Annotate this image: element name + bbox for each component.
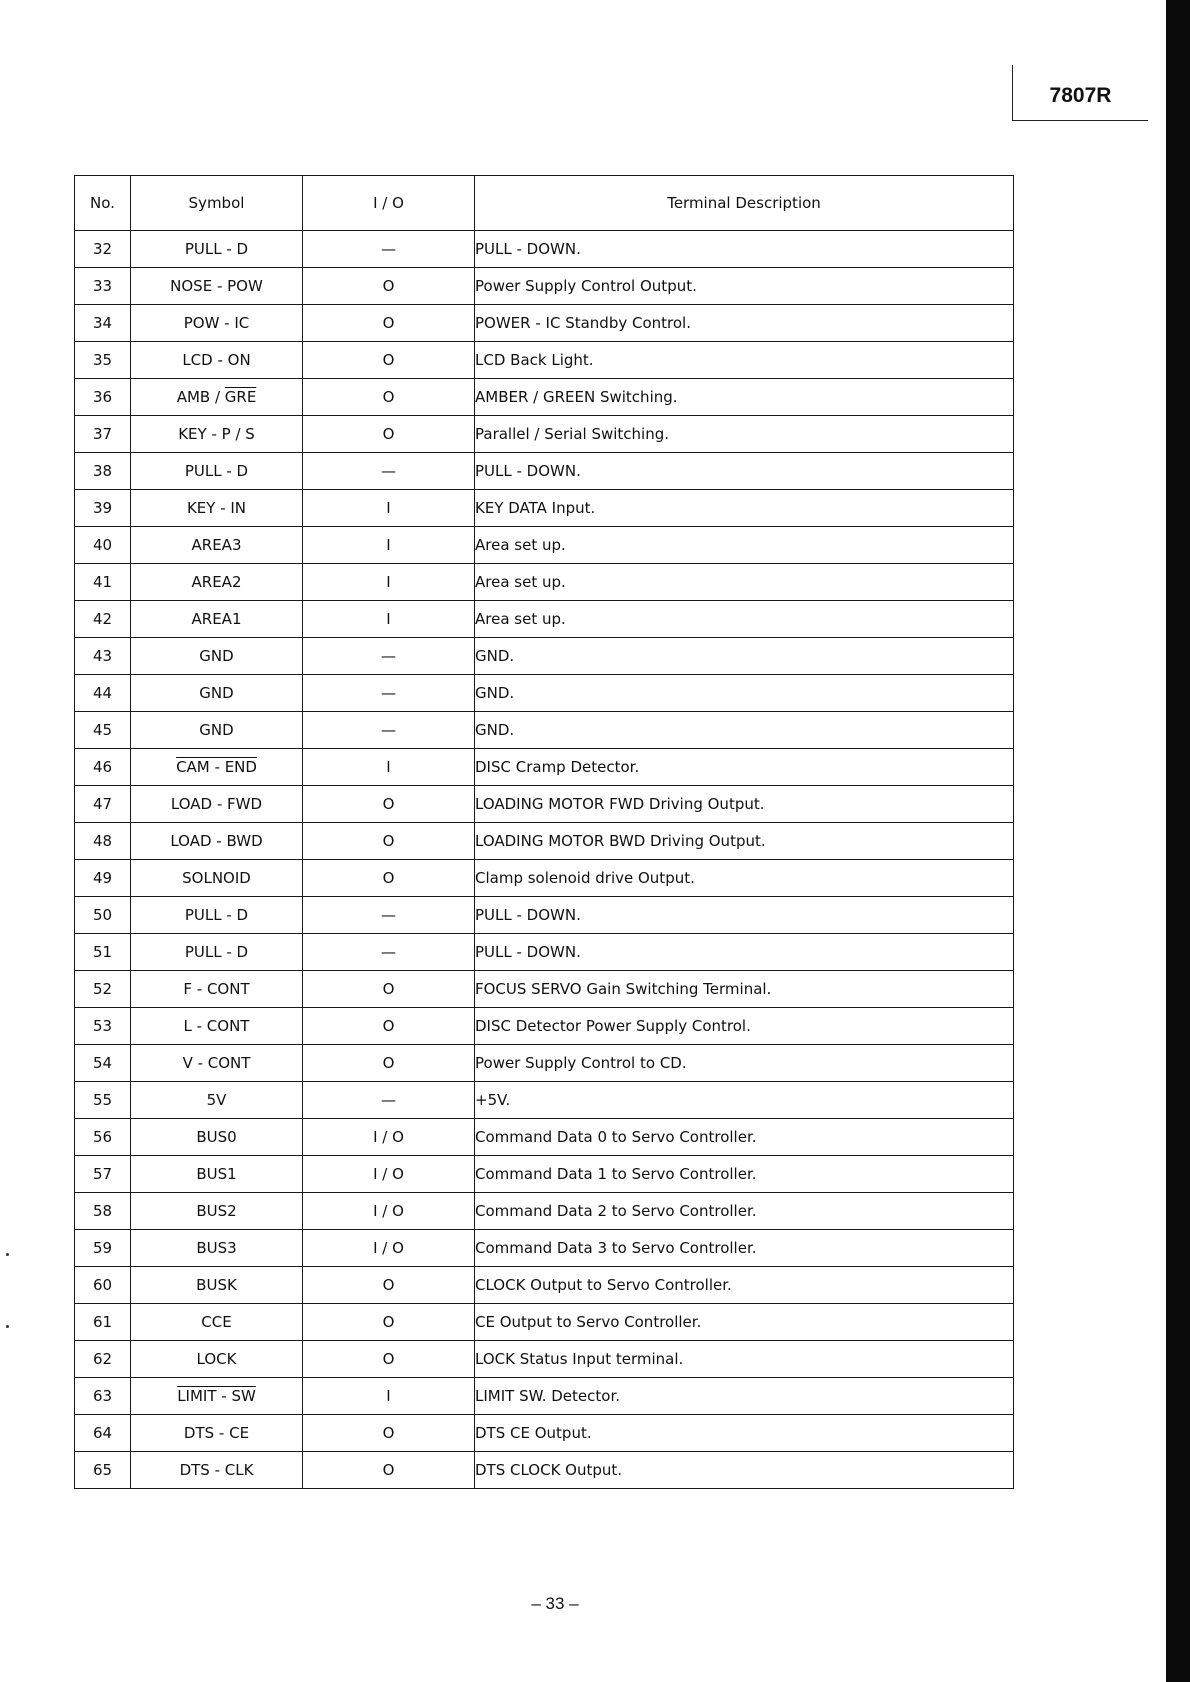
pin-io: — <box>303 712 475 749</box>
pin-description: LCD Back Light. <box>475 342 1014 379</box>
pin-symbol <box>131 971 303 1008</box>
pin-description: LOADING MOTOR BWD Driving Output. <box>475 823 1014 860</box>
pin-number: 43 <box>75 638 131 675</box>
table-row <box>75 1415 1014 1452</box>
pin-description: Area set up. <box>475 564 1014 601</box>
pin-symbol-text: CCE <box>201 1313 232 1331</box>
pin-description: DISC Detector Power Supply Control. <box>475 1008 1014 1045</box>
pin-io: — <box>303 934 475 971</box>
pin-number: 32 <box>75 231 131 268</box>
pin-symbol-active-low: CAM - END <box>176 758 257 776</box>
terminal-table-body <box>75 231 1014 1489</box>
table-row <box>75 1082 1014 1119</box>
pin-symbol-active-low: $\overline{GRE}$ <box>224 388 257 406</box>
pin-number: 49 <box>75 860 131 897</box>
pin-io: I / O <box>303 1156 475 1193</box>
pin-number: 62 <box>75 1341 131 1378</box>
pin-io: O <box>303 305 475 342</box>
pin-description: GND. <box>475 638 1014 675</box>
pin-number: 51 <box>75 934 131 971</box>
pin-symbol-text: F - CONT <box>183 980 250 998</box>
model-code: 7807R <box>1049 84 1112 107</box>
pin-symbol-text: BUS2 <box>196 1202 237 1220</box>
pin-number: 54 <box>75 1045 131 1082</box>
pin-description: PULL - DOWN. <box>475 231 1014 268</box>
pin-description: LOADING MOTOR FWD Driving Output. <box>475 786 1014 823</box>
pin-io: I <box>303 527 475 564</box>
pin-symbol-text: DTS - CLK <box>179 1461 254 1479</box>
pin-description: PULL - DOWN. <box>475 934 1014 971</box>
pin-symbol-text: GND <box>199 647 234 665</box>
pin-io: O <box>303 416 475 453</box>
pin-number: 59 <box>75 1230 131 1267</box>
table-row <box>75 453 1014 490</box>
pin-io: O <box>303 823 475 860</box>
pin-number: 35 <box>75 342 131 379</box>
table-row <box>75 712 1014 749</box>
pin-symbol-text: V - CONT <box>182 1054 251 1072</box>
pin-number: 34 <box>75 305 131 342</box>
pin-symbol-active-low: LIMIT - SW <box>177 1387 256 1405</box>
pin-symbol <box>131 1156 303 1193</box>
pin-symbol-text: DTS - CE <box>183 1424 250 1442</box>
pin-symbol <box>131 823 303 860</box>
pin-io: O <box>303 342 475 379</box>
table-row <box>75 305 1014 342</box>
pin-symbol <box>131 1267 303 1304</box>
pin-io: O <box>303 1452 475 1489</box>
pin-symbol-text: PULL - D <box>184 240 249 258</box>
terminal-table <box>74 175 1014 1489</box>
pin-symbol-text: PULL - D <box>184 943 249 961</box>
pin-io: O <box>303 971 475 1008</box>
table-row <box>75 1230 1014 1267</box>
pin-symbol <box>131 1045 303 1082</box>
pin-description: LIMIT SW. Detector. <box>475 1378 1014 1415</box>
pin-description: Parallel / Serial Switching. <box>475 416 1014 453</box>
pin-number: 41 <box>75 564 131 601</box>
table-row <box>75 971 1014 1008</box>
pin-symbol <box>131 231 303 268</box>
pin-symbol <box>131 1193 303 1230</box>
pin-number: 56 <box>75 1119 131 1156</box>
pin-description: Command Data 1 to Servo Controller. <box>475 1156 1014 1193</box>
pin-io: O <box>303 379 475 416</box>
model-code-box <box>1012 65 1148 121</box>
pin-symbol <box>131 268 303 305</box>
table-row <box>75 416 1014 453</box>
pin-symbol <box>131 564 303 601</box>
pin-description: Power Supply Control to CD. <box>475 1045 1014 1082</box>
pin-description: DISC Cramp Detector. <box>475 749 1014 786</box>
pin-number: 46 <box>75 749 131 786</box>
scan-speck <box>6 1325 9 1328</box>
pin-symbol <box>131 712 303 749</box>
table-row <box>75 1008 1014 1045</box>
pin-number: 47 <box>75 786 131 823</box>
pin-number: 37 <box>75 416 131 453</box>
table-row <box>75 823 1014 860</box>
pin-number: 48 <box>75 823 131 860</box>
pin-number: 53 <box>75 1008 131 1045</box>
pin-symbol <box>131 416 303 453</box>
pin-number: 50 <box>75 897 131 934</box>
page-number: – 33 – <box>531 1594 579 1613</box>
pin-number: 61 <box>75 1304 131 1341</box>
pin-symbol <box>131 1119 303 1156</box>
table-row <box>75 638 1014 675</box>
table-row <box>75 897 1014 934</box>
pin-symbol <box>131 490 303 527</box>
pin-description: Command Data 0 to Servo Controller. <box>475 1119 1014 1156</box>
pin-io: — <box>303 675 475 712</box>
pin-symbol <box>131 1452 303 1489</box>
pin-symbol-text: L - CONT <box>183 1017 250 1035</box>
pin-description: Power Supply Control Output. <box>475 268 1014 305</box>
pin-number: 57 <box>75 1156 131 1193</box>
pin-description: GND. <box>475 712 1014 749</box>
pin-description: POWER - IC Standby Control. <box>475 305 1014 342</box>
table-row <box>75 268 1014 305</box>
pin-symbol <box>131 1082 303 1119</box>
pin-symbol-text: BUS1 <box>196 1165 237 1183</box>
pin-symbol-text: BUS0 <box>196 1128 237 1146</box>
pin-io: O <box>303 1267 475 1304</box>
table-row <box>75 379 1014 416</box>
pin-symbol <box>131 305 303 342</box>
pin-symbol-text: LOCK <box>196 1350 237 1368</box>
table-row <box>75 1156 1014 1193</box>
pin-symbol <box>131 453 303 490</box>
pin-symbol <box>131 675 303 712</box>
pin-number: 63 <box>75 1378 131 1415</box>
pin-symbol <box>131 1341 303 1378</box>
scan-speck <box>6 1253 9 1256</box>
pin-symbol-text: AMB / <box>176 388 225 406</box>
pin-description: DTS CE Output. <box>475 1415 1014 1452</box>
pin-description: Area set up. <box>475 527 1014 564</box>
pin-description: KEY DATA Input. <box>475 490 1014 527</box>
pin-description: LOCK Status Input terminal. <box>475 1341 1014 1378</box>
pin-io: — <box>303 231 475 268</box>
pin-description: CE Output to Servo Controller. <box>475 1304 1014 1341</box>
pin-io: O <box>303 1304 475 1341</box>
pin-io: I / O <box>303 1193 475 1230</box>
table-row <box>75 564 1014 601</box>
pin-io: O <box>303 1415 475 1452</box>
pin-io: I <box>303 601 475 638</box>
pin-symbol-text: PULL - D <box>184 462 249 480</box>
pin-symbol <box>131 1415 303 1452</box>
table-row <box>75 1452 1014 1489</box>
pin-symbol <box>131 342 303 379</box>
pin-symbol-text: KEY - IN <box>186 499 247 517</box>
pin-description: CLOCK Output to Servo Controller. <box>475 1267 1014 1304</box>
pin-io: O <box>303 1341 475 1378</box>
pin-symbol <box>131 379 303 416</box>
table-row <box>75 860 1014 897</box>
pin-symbol <box>131 1304 303 1341</box>
pin-description: FOCUS SERVO Gain Switching Terminal. <box>475 971 1014 1008</box>
pin-description: Command Data 2 to Servo Controller. <box>475 1193 1014 1230</box>
pin-symbol <box>131 786 303 823</box>
pin-io: O <box>303 268 475 305</box>
table-row <box>75 675 1014 712</box>
pin-io: I / O <box>303 1230 475 1267</box>
pin-io: O <box>303 786 475 823</box>
pin-symbol <box>131 1230 303 1267</box>
pin-number: 42 <box>75 601 131 638</box>
pin-io: O <box>303 860 475 897</box>
pin-number: 65 <box>75 1452 131 1489</box>
pin-io: O <box>303 1045 475 1082</box>
pin-description: PULL - DOWN. <box>475 453 1014 490</box>
pin-description: DTS CLOCK Output. <box>475 1452 1014 1489</box>
pin-symbol-text: LCD - ON <box>182 351 251 369</box>
table-row <box>75 601 1014 638</box>
pin-symbol <box>131 897 303 934</box>
table-row <box>75 934 1014 971</box>
scan-edge-bar <box>1166 0 1190 1682</box>
table-row <box>75 1378 1014 1415</box>
pin-io: — <box>303 638 475 675</box>
pin-description: Area set up. <box>475 601 1014 638</box>
pin-number: 52 <box>75 971 131 1008</box>
pin-symbol-text: AREA3 <box>191 536 242 554</box>
pin-symbol-text: BUS3 <box>196 1239 237 1257</box>
pin-symbol-text: GND <box>199 684 234 702</box>
pin-symbol <box>131 1008 303 1045</box>
pin-symbol-text: LOAD - FWD <box>170 795 263 813</box>
pin-io: — <box>303 453 475 490</box>
table-row <box>75 490 1014 527</box>
pin-number: 39 <box>75 490 131 527</box>
pin-symbol <box>131 934 303 971</box>
pin-description: AMBER / GREEN Switching. <box>475 379 1014 416</box>
table-header-row <box>75 176 1014 231</box>
pin-symbol <box>131 1378 303 1415</box>
pin-number: 33 <box>75 268 131 305</box>
pin-io: I <box>303 1378 475 1415</box>
pin-symbol <box>131 860 303 897</box>
pin-io: I <box>303 564 475 601</box>
table-row <box>75 1267 1014 1304</box>
pin-symbol-text: SOLNOID <box>182 869 251 887</box>
pin-io: I / O <box>303 1119 475 1156</box>
pin-number: 60 <box>75 1267 131 1304</box>
pin-symbol-text: AREA2 <box>191 573 242 591</box>
pin-symbol <box>131 601 303 638</box>
pin-number: 45 <box>75 712 131 749</box>
pin-io: — <box>303 897 475 934</box>
pin-description: Clamp solenoid drive Output. <box>475 860 1014 897</box>
col-header-symbol: Symbol <box>131 176 303 231</box>
pin-io: — <box>303 1082 475 1119</box>
pin-number: 40 <box>75 527 131 564</box>
pin-symbol <box>131 638 303 675</box>
table-row <box>75 342 1014 379</box>
pin-number: 36 <box>75 379 131 416</box>
pin-number: 38 <box>75 453 131 490</box>
table-row <box>75 231 1014 268</box>
pin-description: +5V. <box>475 1082 1014 1119</box>
pin-symbol-text: LOAD - BWD <box>170 832 263 850</box>
pin-number: 64 <box>75 1415 131 1452</box>
table-row <box>75 1193 1014 1230</box>
pin-symbol-text: NOSE - POW <box>170 277 263 295</box>
pin-symbol-text: PULL - D <box>184 906 249 924</box>
pin-symbol-text: GND <box>199 721 234 739</box>
table-row <box>75 1045 1014 1082</box>
pin-number: 55 <box>75 1082 131 1119</box>
table-row <box>75 749 1014 786</box>
pin-description: PULL - DOWN. <box>475 897 1014 934</box>
col-header-io: I / O <box>303 176 475 231</box>
pin-io: O <box>303 1008 475 1045</box>
pin-symbol <box>131 527 303 564</box>
pin-symbol-text: AREA1 <box>191 610 242 628</box>
col-header-description: Terminal Description <box>475 176 1014 231</box>
table-row <box>75 1341 1014 1378</box>
pin-description: GND. <box>475 675 1014 712</box>
pin-io: I <box>303 490 475 527</box>
col-header-no: No. <box>75 176 131 231</box>
table-row <box>75 1119 1014 1156</box>
table-row <box>75 527 1014 564</box>
pin-symbol-text: KEY - P / S <box>178 425 255 443</box>
table-row <box>75 786 1014 823</box>
table-row <box>75 1304 1014 1341</box>
pin-number: 58 <box>75 1193 131 1230</box>
pin-symbol <box>131 749 303 786</box>
pin-symbol-text: POW - IC <box>183 314 250 332</box>
pin-symbol-text: 5V <box>206 1091 227 1109</box>
pin-symbol-text: BUSK <box>196 1276 237 1294</box>
pin-description: Command Data 3 to Servo Controller. <box>475 1230 1014 1267</box>
pin-number: 44 <box>75 675 131 712</box>
pin-io: I <box>303 749 475 786</box>
